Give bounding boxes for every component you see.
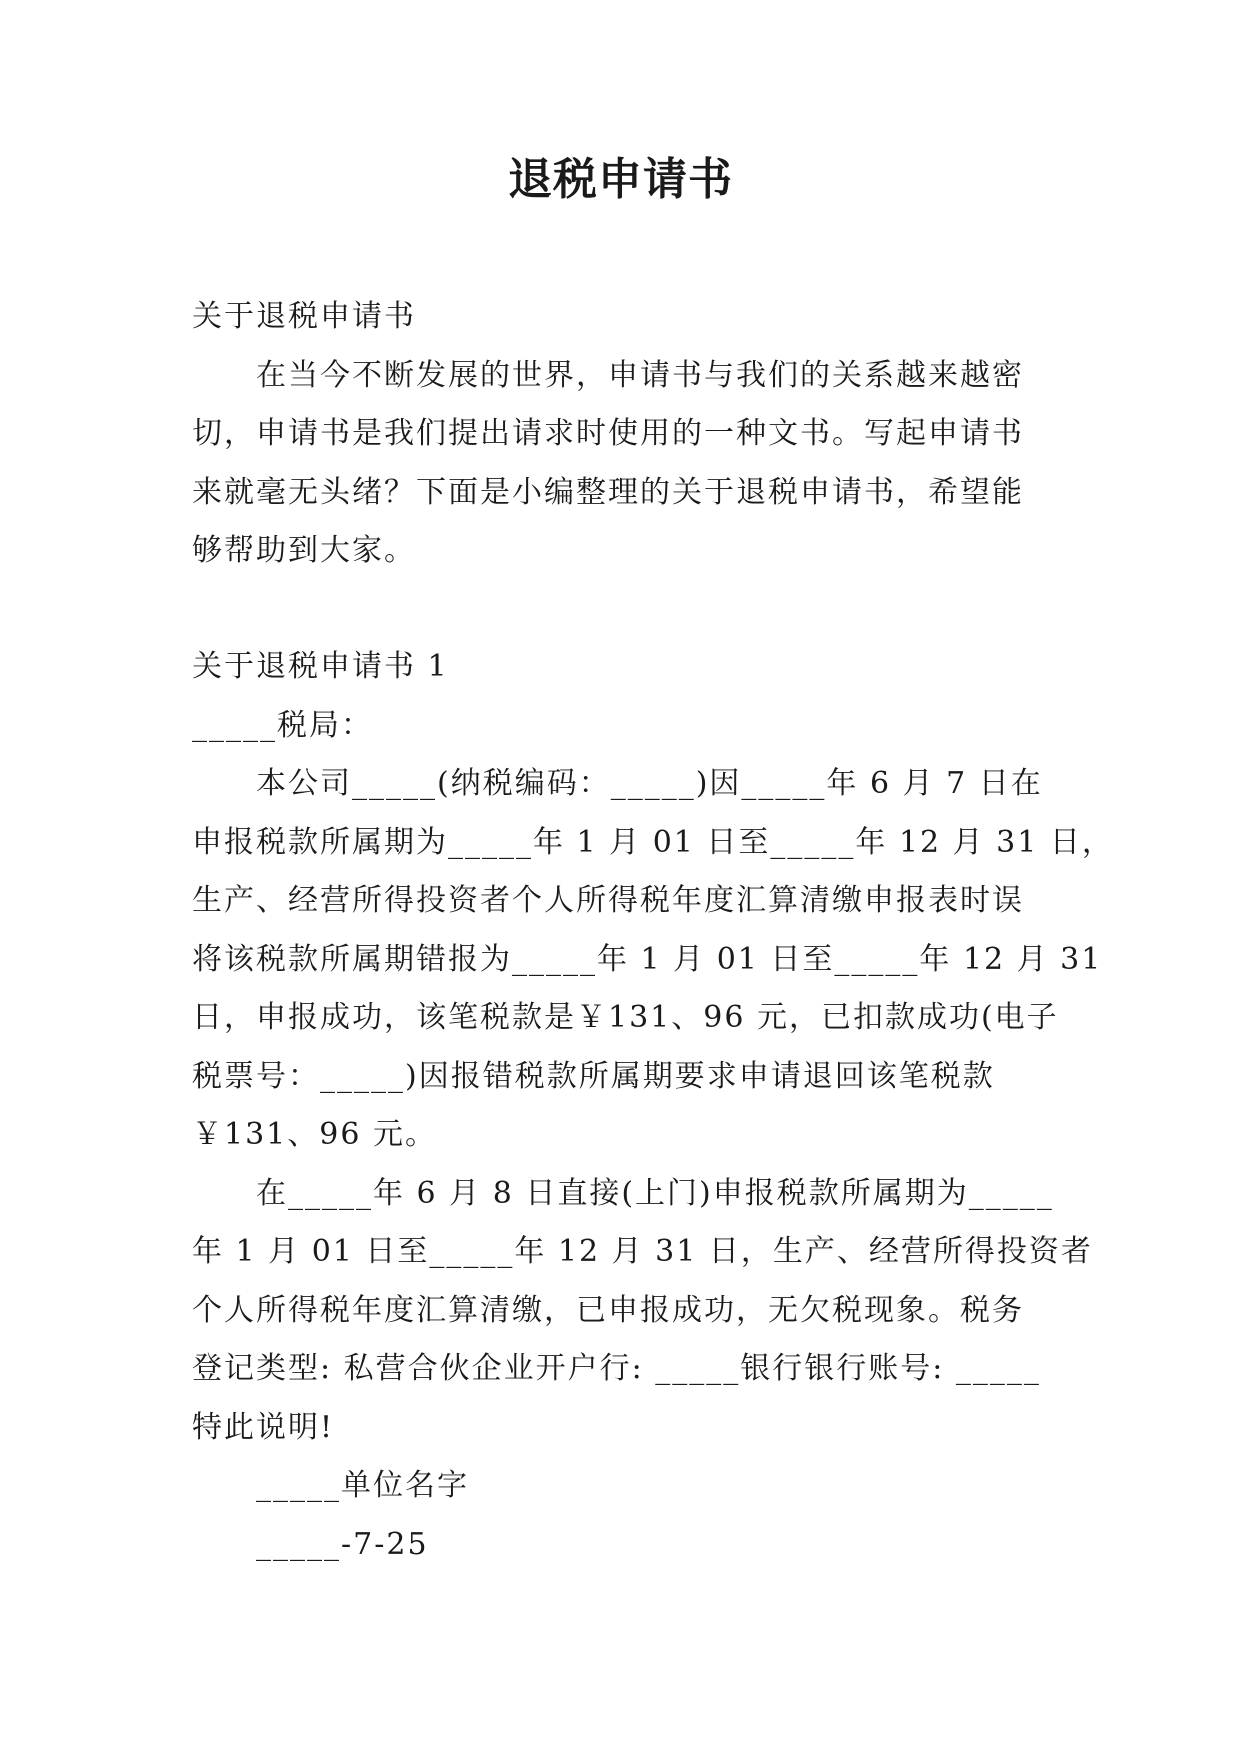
paragraph1-line: 将该税款所属期错报为_____年 1 月 01 日至_____年 12 月 31 [192, 941, 1103, 977]
paragraph2-line: 在_____年 6 月 8 日直接(上门)申报税款所属期为_____ [256, 1175, 1054, 1211]
signature-unit: _____单位名字 [256, 1468, 469, 1503]
letter-heading: 关于退税申请书 1 [192, 649, 449, 684]
paragraph2-line: 登记类型: 私营合伙企业开户行: _____银行银行账号: _____ [192, 1351, 1041, 1386]
paragraph1-line: 日，申报成功，该笔税款是￥131、96 元，已扣款成功(电子 [192, 1000, 1059, 1035]
letter-section [192, 638, 1114, 1574]
paragraph2-line: 个人所得税年度汇算清缴，已申报成功，无欠税现象。税务 [192, 1292, 1024, 1328]
paragraph1-line: 税票号：_____)因报错税款所属期要求申请退回该笔税款 [192, 1058, 995, 1094]
intro-line: 在当今不断发展的世界，申请书与我们的关系越来越密 [256, 357, 1024, 393]
intro-line: 够帮助到大家。 [192, 533, 416, 568]
salutation: _____税局： [192, 707, 373, 743]
paragraph1-line: 本公司_____(纳税编码：_____)因_____年 6 月 7 日在 [256, 766, 1043, 801]
document-title: 退税申请书 [508, 154, 733, 205]
intro-line: 来就毫无头绪？下面是小编整理的关于退税申请书，希望能 [192, 474, 1024, 510]
paragraph2-line: 特此说明! [192, 1409, 335, 1445]
paragraph1-line: 生产、经营所得投资者个人所得税年度汇算清缴申报表时误 [192, 883, 1024, 918]
intro-heading: 关于退税申请书 [192, 299, 416, 334]
signature-date: _____-7-25 [256, 1526, 429, 1562]
paragraph1-line: ￥131、96 元。 [192, 1117, 437, 1152]
paragraph1-line: 申报税款所属期为_____年 1 月 01 日至_____年 12 月 31 日， [192, 824, 1114, 860]
intro-line: 切，申请书是我们提出请求时使用的一种文书。写起申请书 [192, 416, 1024, 451]
paragraph2-line: 年 1 月 01 日至_____年 12 月 31 日，生产、经营所得投资者 [192, 1234, 1093, 1269]
intro-section [192, 288, 1050, 581]
